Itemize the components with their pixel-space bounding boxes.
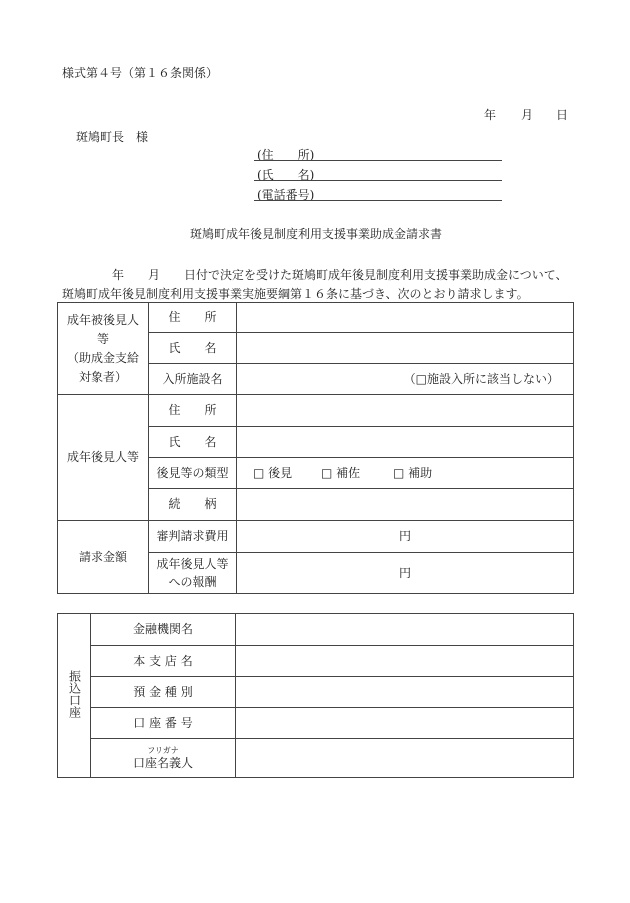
account-holder-field[interactable] — [236, 739, 574, 778]
furigana-label: フリガナ — [147, 745, 179, 755]
ward-name-label: 氏 名 — [149, 333, 237, 364]
bank-institution-field[interactable] — [236, 614, 574, 646]
intro-line-2: 斑鳩町成年後見制度利用支援事業実施要綱第１６条に基づき、次のとおり請求します。 — [62, 287, 529, 301]
applicant-phone-label: (電話番号) — [257, 188, 315, 202]
trial-cost-label: 審判請求費用 — [149, 521, 237, 553]
date-month: 月 — [521, 108, 534, 122]
guardian-relation-field[interactable] — [237, 489, 574, 521]
guardian-type-field — [237, 458, 574, 489]
guardian-name-label: 氏 名 — [149, 427, 237, 458]
applicant-name-label: (氏 名) — [257, 168, 315, 182]
reward-label: 成年後見人等 への報酬 — [149, 553, 237, 594]
guardian-type-label: 後見等の類型 — [149, 458, 237, 489]
bank-branch-label: 本 支 店 名 — [91, 646, 236, 677]
type-hosa-checkbox[interactable]: □ 補佐 — [321, 465, 361, 480]
ward-address-field[interactable] — [237, 303, 574, 333]
ward-facility-field[interactable] — [237, 364, 574, 395]
account-number-field[interactable] — [236, 708, 574, 739]
type-hojo-checkbox[interactable]: □ 補助 — [393, 465, 433, 480]
date-year: 年 — [484, 108, 497, 122]
guardian-heading: 成年後見人等 — [58, 395, 149, 521]
document-title: 斑鳩町成年後見制度利用支援事業助成金請求書 — [190, 227, 443, 241]
addressee: 斑鳩町長 様 — [76, 130, 149, 144]
guardian-relation-label: 続 柄 — [149, 489, 237, 521]
account-holder-label: フリガナ 口座名義人 — [91, 739, 236, 778]
intro-line-1: 年 月 日付で決定を受けた斑鳩町成年後見制度利用支援事業助成金について、 — [112, 268, 568, 282]
applicant-address-line[interactable] — [254, 160, 502, 161]
bank-institution-label: 金融機関名 — [91, 614, 236, 646]
type-kouken-checkbox[interactable]: □ 後見 — [253, 465, 293, 480]
account-number-label: 口 座 番 号 — [91, 708, 236, 739]
bank-branch-field[interactable] — [236, 646, 574, 677]
claim-heading: 請求金額 — [58, 521, 149, 594]
deposit-type-field[interactable] — [236, 677, 574, 708]
ward-name-field[interactable] — [237, 333, 574, 364]
facility-not-applicable-checkbox[interactable]: （□施設入所に該当しない） — [403, 371, 559, 386]
form-number: 様式第４号（第１６条関係） — [62, 66, 219, 80]
guardian-name-field[interactable] — [237, 427, 574, 458]
guardian-address-field[interactable] — [237, 395, 574, 427]
applicant-address-label: (住 所) — [257, 148, 315, 162]
ward-address-label: 住 所 — [149, 303, 237, 333]
reward-field[interactable]: 円 — [237, 553, 574, 594]
applicant-name-line[interactable] — [254, 180, 502, 181]
applicant-phone-line[interactable] — [254, 200, 502, 201]
bank-table — [57, 613, 574, 778]
bank-heading: 振込口座 — [58, 614, 91, 778]
claim-table — [57, 302, 574, 594]
ward-facility-label: 入所施設名 — [149, 364, 237, 395]
trial-cost-field[interactable]: 円 — [237, 521, 574, 553]
date-day: 日 — [556, 108, 569, 122]
deposit-type-label: 預 金 種 別 — [91, 677, 236, 708]
ward-heading: 成年被後見人 等 （助成金支給 対象者） — [58, 303, 149, 395]
guardian-address-label: 住 所 — [149, 395, 237, 427]
